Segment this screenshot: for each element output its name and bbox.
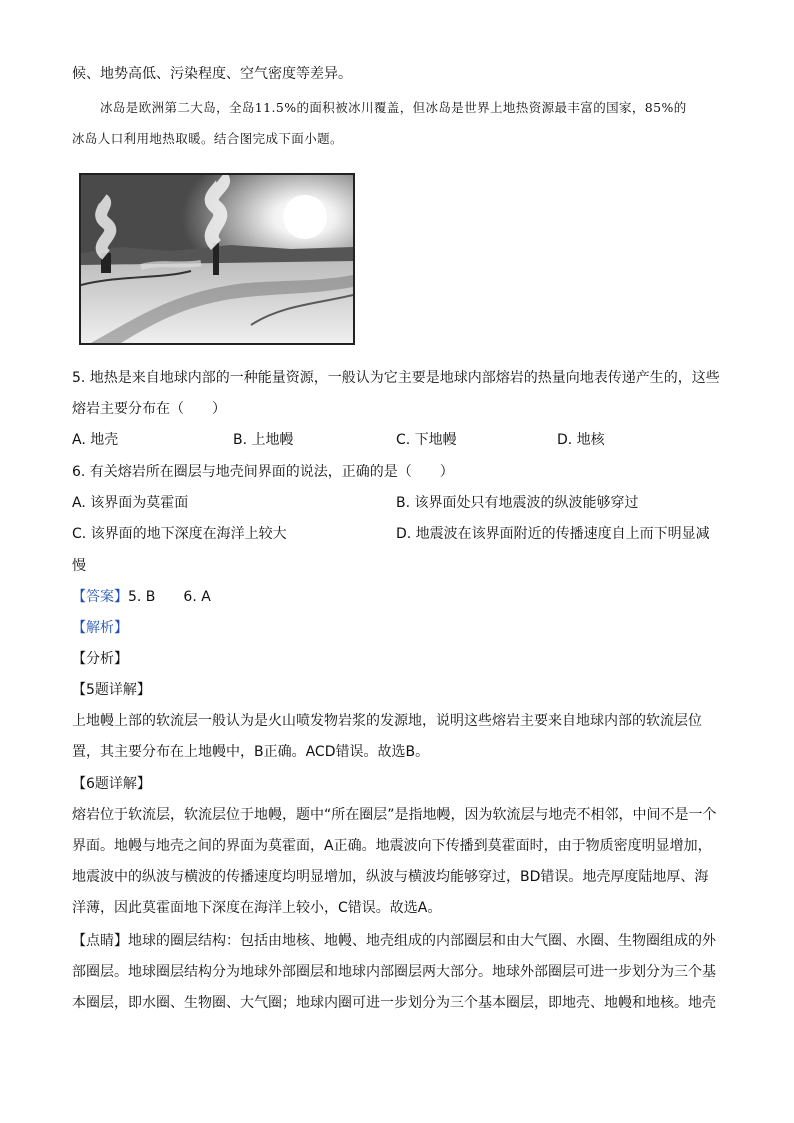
detail5-line-1: 上地幔上部的软流层一般认为是火山喷发物岩浆的发源地，说明这些熔岩主要来自地球内部的软流层位 [72, 713, 702, 729]
q5-option-d: D. 地核 [557, 432, 605, 448]
dianjing-line-2: 部圈层。地球圈层结构分为地球外部圈层和地球内部圈层两大部分。地球外部圈层可进一步划分为三个基 [72, 964, 716, 980]
q6-stem: 6. 有关熔岩所在圈层与地壳间界面的说法，正确的是（ ） [72, 464, 454, 480]
dianjing-row [72, 931, 716, 951]
intro-line-2: 冰岛人口利用地热取暖。结合图完成下面小题。 [72, 131, 343, 146]
detail6-label: 【6题详解】 [72, 776, 151, 792]
dianjing-label: 【点睛】 [72, 933, 128, 949]
dianjing-line-1: 地球的圈层结构：包括由地核、地幔、地壳组成的内部圈层和由大气圈、水圈、生物圈组成的外 [128, 933, 716, 949]
q6-option-b: B. 该界面处只有地震波的纵波能够穿过 [396, 495, 639, 511]
fenxi-label: 【分析】 [72, 651, 128, 667]
q5-stem-line-2: 熔岩主要分布在（ ） [72, 401, 226, 417]
analysis-label: 【解析】 [72, 620, 128, 636]
detail6-line-4: 洋薄，因此莫霍面地下深度在海洋上较小，C错误。故选A。 [72, 900, 442, 916]
geothermal-landscape-image [81, 175, 353, 343]
q5-option-b: B. 上地幔 [233, 432, 294, 448]
dianjing-line-3: 本圈层，即水圈、生物圈、大气圈；地球内圈可进一步划分为三个基本圈层，即地壳、地幔和地核。地壳 [72, 995, 716, 1011]
q6-option-c: C. 该界面的地下深度在海洋上较大 [72, 526, 287, 542]
q5-stem-line-1: 5. 地热是来自地球内部的一种能量资源，一般认为它主要是地球内部熔岩的热量向地表传递产生的，这些 [72, 370, 720, 386]
q5-option-c: C. 下地幔 [396, 432, 457, 448]
top-line: 候、地势高低、污染程度、空气密度等差异。 [72, 66, 352, 82]
answer-text: 5. B 6. A [128, 589, 211, 605]
detail6-line-3: 地震波中的纵波与横波的传播速度均明显增加，纵波与横波均能够穿过，BD错误。地壳厚度陆地厚、海 [72, 869, 709, 885]
detail5-label: 【5题详解】 [72, 682, 151, 698]
geothermal-photo [79, 173, 355, 345]
answer-row [72, 587, 211, 607]
q6-option-a: A. 该界面为莫霍面 [72, 495, 189, 511]
q6-option-d-line-2: 慢 [72, 558, 86, 574]
detail6-line-2: 界面。地幔与地壳之间的界面为莫霍面，A正确。地震波向下传播到莫霍面时，由于物质密度明显增加， [72, 838, 712, 854]
q5-option-a: A. 地壳 [72, 432, 119, 448]
detail6-line-1: 熔岩位于软流层，软流层位于地幔，题中“所在圈层”是指地幔，因为软流层与地壳不相邻，中间不是一个 [72, 807, 717, 823]
q6-option-d-line-1: D. 地震波在该界面附近的传播速度自上而下明显减 [396, 526, 710, 542]
detail5-line-2: 置，其主要分布在上地幔中，B正确。ACD错误。故选B。 [72, 744, 430, 760]
intro-line-1: 冰岛是欧洲第二大岛，全岛11.5%的面积被冰川覆盖，但冰岛是世界上地热资源最丰富的国家，85%的 [100, 100, 687, 115]
answer-label: 【答案】 [72, 589, 128, 605]
